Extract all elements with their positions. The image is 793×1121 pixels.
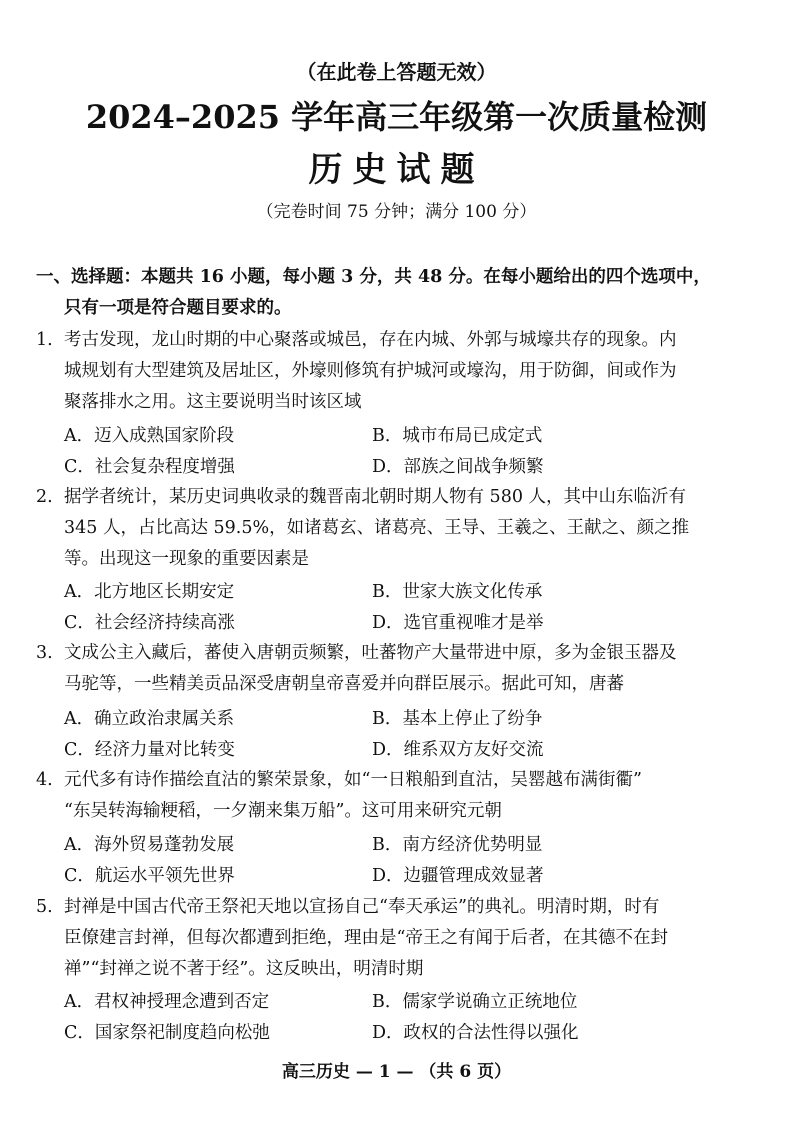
question-2-stem: [36, 482, 758, 575]
question-1-stem: [36, 325, 758, 418]
question-3-option-d: D．维系双方友好交流: [372, 740, 544, 760]
subject-title: 历史试题: [308, 150, 485, 190]
question-1-option-b: B．城市布局已成定式: [372, 426, 543, 446]
question-3-option-a: A．确立政治隶属关系: [64, 709, 235, 729]
question-5-option-c: C．国家祭祀制度趋向松弛: [64, 1023, 270, 1043]
question-2-option-a: A．北方地区长期安定: [64, 582, 235, 602]
stem-line: 345 人，占比高达 59.5%，如诸葛玄、诸葛亮、王导、王羲之、王献之、颜之推: [64, 518, 690, 538]
page-footer: 高三历史 — 1 — （共 6 页）: [281, 1062, 512, 1082]
stem-line: 文成公主入藏后，蕃使入唐朝贡频繁，吐蕃物产大量带进中原，多为金银玉器及: [64, 643, 677, 663]
question-5-stem: [36, 892, 758, 985]
stem-line: 据学者统计，某历史词典收录的魏晋南北朝时期人物有 580 人，其中山东临沂有: [64, 487, 687, 507]
question-2-option-b: B．世家大族文化传承: [372, 582, 543, 602]
section-instruction-line1: 一、选择题：本题共 16 小题，每小题 3 分，共 48 分。在每小题给出的四个选项中，: [36, 267, 711, 287]
question-3-option-b: B．基本上停止了纷争: [372, 709, 543, 729]
stem-line: 封禅是中国古代帝王祭祀天地以宣扬自己“奉天承运”的典礼。明清时期，时有: [64, 897, 660, 917]
question-5-option-d: D．政权的合法性得以强化: [372, 1023, 579, 1043]
exam-title: 2024–2025 学年高三年级第一次质量检测: [85, 98, 708, 136]
stem-line: 马驼等，一些精美贡品深受唐朝皇帝喜爱并向群臣展示。据此可知，唐蕃: [64, 674, 624, 694]
section-instruction-line2: 只有一项是符合题目要求的。: [64, 298, 292, 318]
question-3-stem: [36, 638, 758, 700]
question-2-option-d: D．选官重视唯才是举: [372, 613, 544, 633]
question-number: 5.: [36, 897, 53, 917]
question-5-option-b: B．儒家学说确立正统地位: [372, 992, 578, 1012]
question-1-option-d: D．部族之间战争频繁: [372, 457, 544, 477]
question-1-option-a: A．迈入成熟国家阶段: [64, 426, 235, 446]
question-4-option-c: C．航运水平领先世界: [64, 866, 235, 886]
question-5-option-a: A．君权神授理念遭到否定: [64, 992, 270, 1012]
answer-notice: （在此卷上答题无效）: [296, 60, 497, 84]
stem-line: 禅”“封禅之说不著于经”。这反映出，明清时期: [64, 959, 424, 979]
section-heading: [36, 262, 756, 324]
stem-line: 考古发现，龙山时期的中心聚落或城邑，存在内城、外郭与城壕共存的现象。内: [64, 330, 677, 350]
stem-line: 元代多有诗作描绘直沽的繁荣景象，如“一日粮船到直沽，吴罂越布满街衢”: [64, 770, 642, 790]
question-1-option-c: C．社会复杂程度增强: [64, 457, 235, 477]
stem-line: 聚落排水之用。这主要说明当时该区域: [64, 392, 362, 412]
question-4-stem: [36, 765, 758, 827]
question-2-option-c: C．社会经济持续高涨: [64, 613, 235, 633]
question-3-option-c: C．经济力量对比转变: [64, 740, 235, 760]
stem-line: “东吴转海输粳稻，一夕潮来集万船”。这可用来研究元朝: [64, 801, 502, 821]
question-4-option-d: D．边疆管理成效显著: [372, 866, 544, 886]
stem-line: 等。出现这一现象的重要因素是: [64, 549, 309, 569]
question-number: 2.: [36, 487, 53, 507]
exam-info: （完卷时间 75 分钟；满分 100 分）: [256, 202, 537, 222]
stem-line: 城规划有大型建筑及居址区，外壕则修筑有护城河或壕沟，用于防御，间或作为: [64, 361, 677, 381]
question-number: 4.: [36, 770, 53, 790]
question-number: 3.: [36, 643, 53, 663]
stem-line: 臣僚建言封禅，但每次都遭到拒绝，理由是“帝王之有闻于后者，在其德不在封: [64, 928, 668, 948]
question-number: 1.: [36, 330, 53, 350]
question-4-option-a: A．海外贸易蓬勃发展: [64, 835, 235, 855]
question-4-option-b: B．南方经济优势明显: [372, 835, 543, 855]
